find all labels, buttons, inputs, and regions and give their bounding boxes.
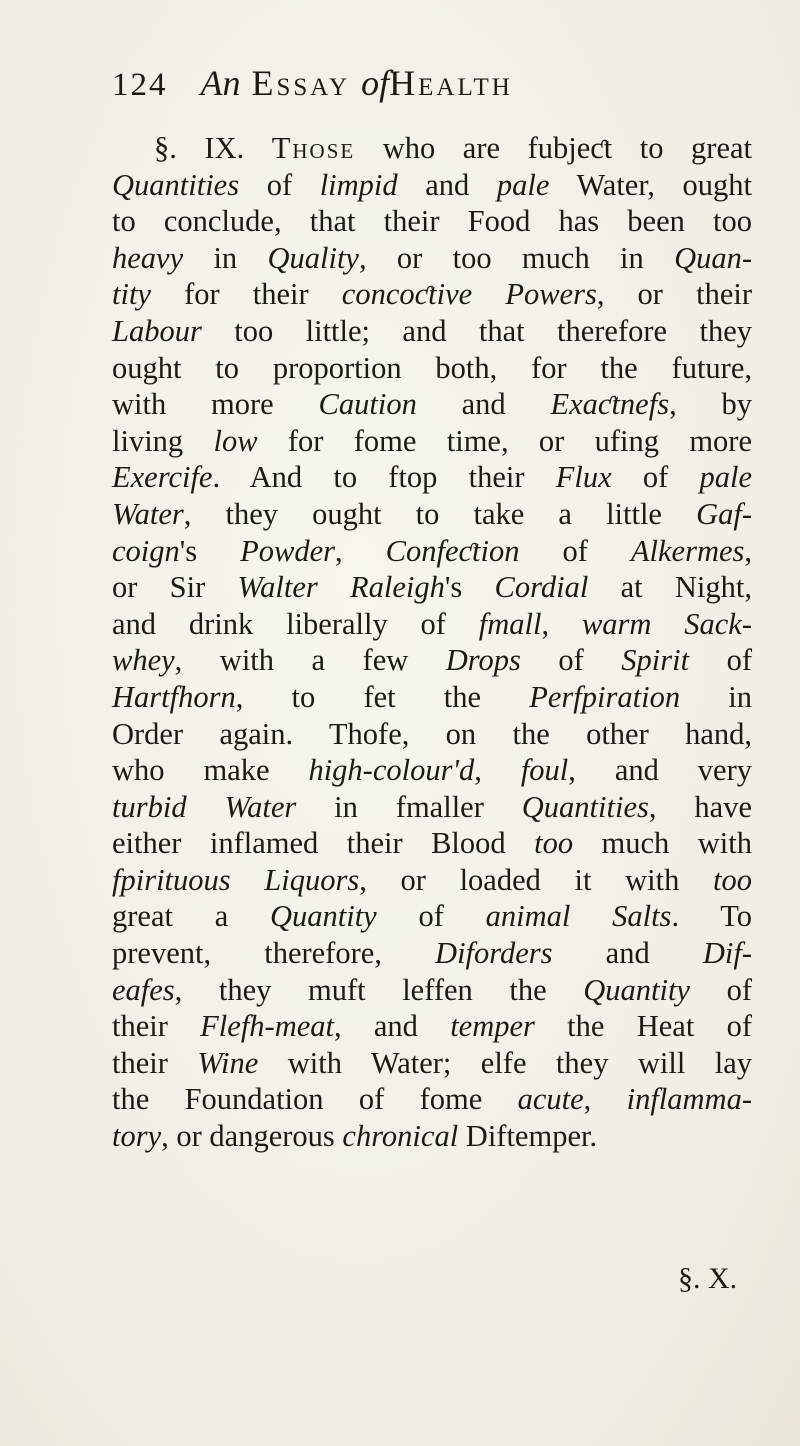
- italic-run: Wine: [197, 1045, 259, 1080]
- italic-run: temper: [450, 1009, 535, 1044]
- italic-run: Drops: [445, 643, 521, 678]
- italic-run: Water: [112, 496, 184, 531]
- running-head-word-an: An: [200, 63, 241, 103]
- italic-run: Cordial: [494, 570, 589, 605]
- italic-run: Dif-: [702, 936, 752, 971]
- text-run: , and: [333, 1009, 451, 1044]
- text-run: , or loaded it with: [359, 862, 714, 897]
- italic-run: Powers: [505, 277, 597, 312]
- text-run: , or too much in: [358, 240, 675, 275]
- italic-run: limpid: [319, 167, 398, 202]
- italic-run: Quantity: [583, 972, 690, 1007]
- running-head-word-of: of: [361, 63, 390, 103]
- italic-run: Confeƈtion: [385, 533, 520, 568]
- text-run: 's: [179, 533, 241, 568]
- text-run: too little; and that therefore they: [201, 313, 752, 348]
- italic-run: fmall: [478, 606, 542, 641]
- italic-run: Powder: [240, 533, 336, 568]
- text-run: of: [689, 972, 752, 1007]
- text-run: , with a few: [174, 643, 446, 678]
- text-line: [112, 898, 752, 935]
- text-run: and: [552, 936, 703, 971]
- text-run: and: [397, 167, 497, 202]
- text-run: the Heat of: [534, 1009, 752, 1044]
- text-run: at Night,: [588, 570, 752, 605]
- text-run: living: [112, 423, 214, 458]
- text-line: [112, 862, 752, 899]
- text-run: much with: [573, 826, 752, 861]
- text-line: [112, 1118, 752, 1155]
- italic-run: chronical: [342, 1119, 459, 1154]
- text-run: ,: [744, 533, 752, 568]
- italic-run: tity: [112, 277, 151, 312]
- text-run: ,: [541, 606, 582, 641]
- text-run: for their: [150, 277, 342, 312]
- text-line: [112, 130, 752, 167]
- text-run: , or dangerous: [161, 1119, 343, 1154]
- text-run: , and very: [568, 753, 752, 788]
- text-line: [112, 972, 752, 1009]
- text-run: ought to proportion both, for the future,: [112, 350, 752, 385]
- text-line: [112, 569, 752, 606]
- text-run: , have: [648, 789, 752, 824]
- text-line: [112, 935, 752, 972]
- text-line: [112, 642, 752, 679]
- text-run: . And to ftop their: [212, 460, 556, 495]
- running-head: [112, 62, 732, 104]
- italic-run: Perfpiration: [529, 679, 681, 714]
- italic-run: Walter Raleigh: [237, 570, 445, 605]
- italic-run: Diforders: [435, 936, 553, 971]
- text-run: Water, ought: [549, 167, 752, 202]
- text-run: [472, 277, 505, 311]
- paragraph-section-ix: [112, 130, 752, 1155]
- text-line: [112, 459, 752, 496]
- italic-run: animal Salts: [485, 899, 672, 934]
- italic-run: pale: [699, 460, 752, 495]
- text-line: [112, 1081, 752, 1118]
- text-line: [112, 167, 752, 204]
- text-run: or Sir: [112, 570, 238, 605]
- text-run: , to fet the: [235, 679, 530, 714]
- text-run: and drink liberally of: [112, 606, 479, 641]
- page-number: 124: [112, 67, 168, 103]
- text-run: in: [680, 679, 752, 714]
- italic-run: Alkermes: [630, 533, 745, 568]
- running-head-word-essay: Essay: [251, 63, 351, 103]
- italic-run: Quantities: [521, 789, 649, 824]
- italic-run: Spirit: [621, 643, 690, 678]
- italic-run: tory: [112, 1119, 162, 1154]
- text-line: [112, 313, 752, 350]
- italic-run: Flefh-meat: [200, 1009, 334, 1044]
- text-run: either inflamed their Blood: [112, 826, 535, 861]
- text-run: of: [611, 460, 700, 495]
- text-line: [112, 825, 752, 862]
- text-line: [112, 716, 752, 753]
- italic-run: Labour: [112, 313, 202, 348]
- text-run: of: [689, 643, 752, 678]
- text-run: who make: [112, 753, 309, 788]
- text-run: who are fubjeƈt to great: [355, 131, 752, 165]
- italic-run: heavy: [112, 240, 184, 275]
- italic-run: Caution: [318, 387, 417, 422]
- italic-run: Exercife: [112, 460, 213, 495]
- text-run: for fome time, or ufing more: [257, 423, 753, 458]
- italic-run: Quantity: [269, 899, 377, 934]
- text-run: , they muft leffen the: [174, 972, 584, 1007]
- text-line: [112, 1045, 752, 1082]
- text-line: [112, 789, 752, 826]
- italic-run: coign: [112, 533, 180, 568]
- text-run: in fmaller: [296, 789, 522, 824]
- italic-run: low: [213, 423, 258, 458]
- italic-run: Gaf-: [696, 496, 752, 531]
- italic-run: Quantities: [112, 167, 240, 202]
- italic-run: Quality: [267, 240, 359, 275]
- text-run: with Water; elfe they will lay: [258, 1045, 752, 1080]
- text-run: with more: [112, 387, 319, 422]
- text-run: their: [112, 1045, 198, 1080]
- italic-run: Flux: [555, 460, 612, 495]
- text-run: of: [520, 643, 622, 678]
- text-line: [112, 203, 752, 240]
- italic-run: too: [713, 862, 752, 897]
- text-run: . To: [671, 899, 753, 934]
- text-run: Order again. Thofe, on the other hand,: [112, 716, 752, 751]
- text-run: , by: [669, 387, 752, 422]
- text-line: [112, 350, 752, 387]
- text-run: of: [519, 533, 631, 568]
- italic-run: fpirituous Liquors: [112, 862, 360, 897]
- text-run: of: [376, 899, 486, 934]
- text-line: [112, 386, 752, 423]
- italic-run: inflamma-: [626, 1082, 752, 1117]
- text-line: [112, 1008, 752, 1045]
- text-line: [112, 606, 752, 643]
- catchword: §. X.: [678, 1262, 738, 1295]
- text-line: [112, 496, 752, 533]
- italic-run: pale: [496, 167, 550, 202]
- text-line: [112, 679, 752, 716]
- text-run: to conclude, that their Food has been too: [112, 204, 752, 239]
- italic-run: eafes: [112, 972, 175, 1007]
- italic-run: concoƈtive: [341, 277, 473, 312]
- text-run: , or their: [596, 277, 752, 312]
- running-head-word-health: Health: [389, 63, 513, 103]
- italic-run: warm Sack-: [581, 606, 753, 641]
- small-caps-run: Those: [271, 131, 356, 165]
- text-run: their: [112, 1009, 201, 1044]
- text-run: ,: [583, 1082, 627, 1117]
- italic-run: too: [534, 826, 574, 861]
- italic-run: Hartfhorn: [112, 679, 236, 714]
- text-run: and: [416, 387, 551, 422]
- text-line: [112, 276, 752, 313]
- text-run: the Foundation of fome: [112, 1082, 518, 1117]
- italic-run: foul: [520, 753, 569, 788]
- italic-run: turbid Water: [112, 789, 297, 824]
- text-run: , they ought to take a little: [183, 496, 697, 531]
- text-run: of: [239, 167, 320, 202]
- text-run: great a: [112, 899, 270, 934]
- text-run: §. IX.: [154, 131, 272, 165]
- italic-run: Quan-: [674, 240, 752, 275]
- italic-run: high-colour'd: [308, 753, 475, 788]
- italic-run: Exaƈtnefs: [550, 387, 670, 422]
- text-line: [112, 240, 752, 277]
- text-run: 's: [444, 570, 495, 605]
- text-run: prevent, therefore,: [112, 936, 436, 971]
- text-line: [112, 423, 752, 460]
- text-run: ,: [474, 753, 521, 788]
- italic-run: whey: [112, 643, 175, 678]
- text-line: [112, 533, 752, 570]
- text-run: Diftemper.: [458, 1119, 598, 1154]
- text-run: in: [183, 240, 268, 275]
- italic-run: acute: [517, 1082, 584, 1117]
- text-line: [112, 752, 752, 789]
- text-run: ,: [335, 533, 386, 568]
